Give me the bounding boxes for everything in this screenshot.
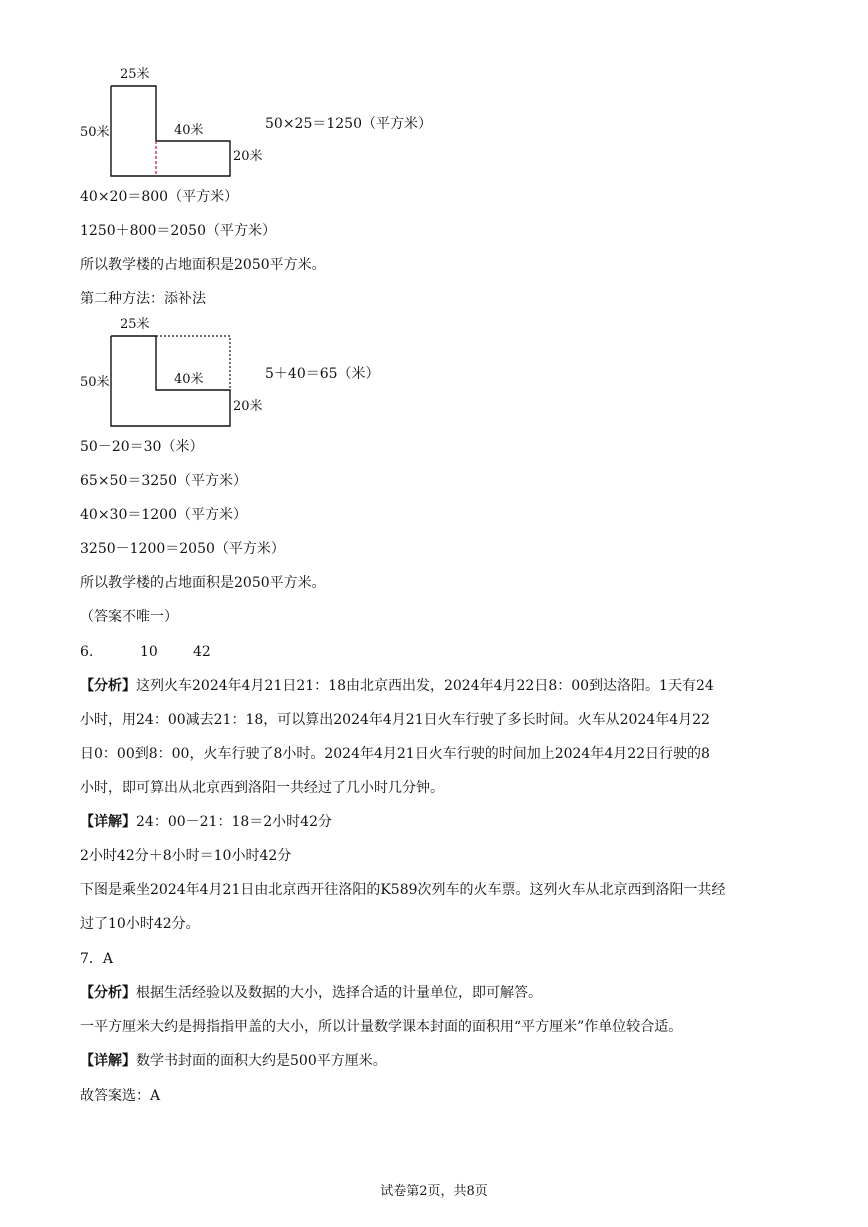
q7-analysis-line <box>80 984 542 1002</box>
figure2-right-label: 20米 <box>233 399 263 414</box>
q6-number: 6. <box>80 644 94 660</box>
analysis-tag: 【分析】 <box>80 985 136 1001</box>
conclusion-line: 所以教学楼的占地面积是2050平方米。 <box>80 257 326 273</box>
calc-line: 3250－1200＝2050（平方米） <box>80 541 285 557</box>
q7-choice-line: 故答案选：A <box>80 1088 161 1104</box>
figure1-middle-label: 40米 <box>174 123 204 138</box>
calc-line: 50－20＝30（米） <box>80 439 204 455</box>
conclusion-line: 所以教学楼的占地面积是2050平方米。 <box>80 575 326 591</box>
analysis-text: 这列火车2024年4月21日21：18由北京西出发，2024年4月22日8：00到达洛阳。1天有24 <box>136 678 714 694</box>
q6-detail-line <box>80 813 332 831</box>
q7-detail-line <box>80 1052 387 1070</box>
figure2-middle-label: 40米 <box>174 372 204 387</box>
note-line: （答案不唯一） <box>80 609 178 625</box>
q6-detail-line: 过了10小时42分。 <box>80 916 200 932</box>
q6-detail-line: 2小时42分＋8小时＝10小时42分 <box>80 848 292 864</box>
method-heading: 第二种方法：添补法 <box>80 291 206 307</box>
q6-answer-minutes: 42 <box>193 644 211 660</box>
calc-line: 65×50＝3250（平方米） <box>80 473 247 489</box>
calc-line: 40×20＝800（平方米） <box>80 189 239 205</box>
figure1-top-label: 25米 <box>120 67 150 82</box>
q6-analysis-line: 日0：00到8：00，火车行驶了8小时。2024年4月21日火车行驶的时间加上2024年4月22日行驶的8 <box>80 746 710 762</box>
figure1-formula: 50×25＝1250（平方米） <box>265 116 432 132</box>
q6-analysis-line: 小时，即可算出从北京西到洛阳一共经过了几小时几分钟。 <box>80 780 444 796</box>
figure2-formula: 5＋40＝65（米） <box>265 366 380 382</box>
q6-detail-line: 下图是乘坐2024年4月21日由北京西开往洛阳的K589次列车的火车票。这列火车从北京西到洛阳一共经 <box>80 882 726 898</box>
detail-text: 24：00－21：18＝2小时42分 <box>136 814 332 830</box>
q6-analysis-line <box>80 677 714 695</box>
figure1-right-label: 20米 <box>233 149 263 164</box>
q6-answer-hours: 10 <box>140 644 158 660</box>
l-shape-figure-fill <box>0 0 868 440</box>
detail-text: 数学书封面的面积大约是500平方厘米。 <box>136 1053 387 1069</box>
calc-line: 1250＋800＝2050（平方米） <box>80 223 276 239</box>
page-footer: 试卷第2页，共8页 <box>380 1184 488 1199</box>
l-shape-outline <box>111 336 230 426</box>
figure2-left-label: 50米 <box>80 375 110 390</box>
figure1-left-label: 50米 <box>80 125 110 140</box>
calc-line: 40×30＝1200（平方米） <box>80 507 247 523</box>
q7-explain-line: 一平方厘米大约是拇指指甲盖的大小，所以计量数学课本封面的面积用“平方厘米”作单位较合适。 <box>80 1019 683 1035</box>
figure2-top-label: 25米 <box>120 317 150 332</box>
q7-number: 7．A <box>80 951 114 967</box>
detail-tag: 【详解】 <box>80 1053 136 1069</box>
detail-tag: 【详解】 <box>80 814 136 830</box>
q6-analysis-line: 小时，用24：00减去21：18，可以算出2024年4月21日火车行驶了多长时间。火车从2024年4月22 <box>80 712 710 728</box>
analysis-text: 根据生活经验以及数据的大小，选择合适的计量单位，即可解答。 <box>136 985 542 1001</box>
analysis-tag: 【分析】 <box>80 678 136 694</box>
